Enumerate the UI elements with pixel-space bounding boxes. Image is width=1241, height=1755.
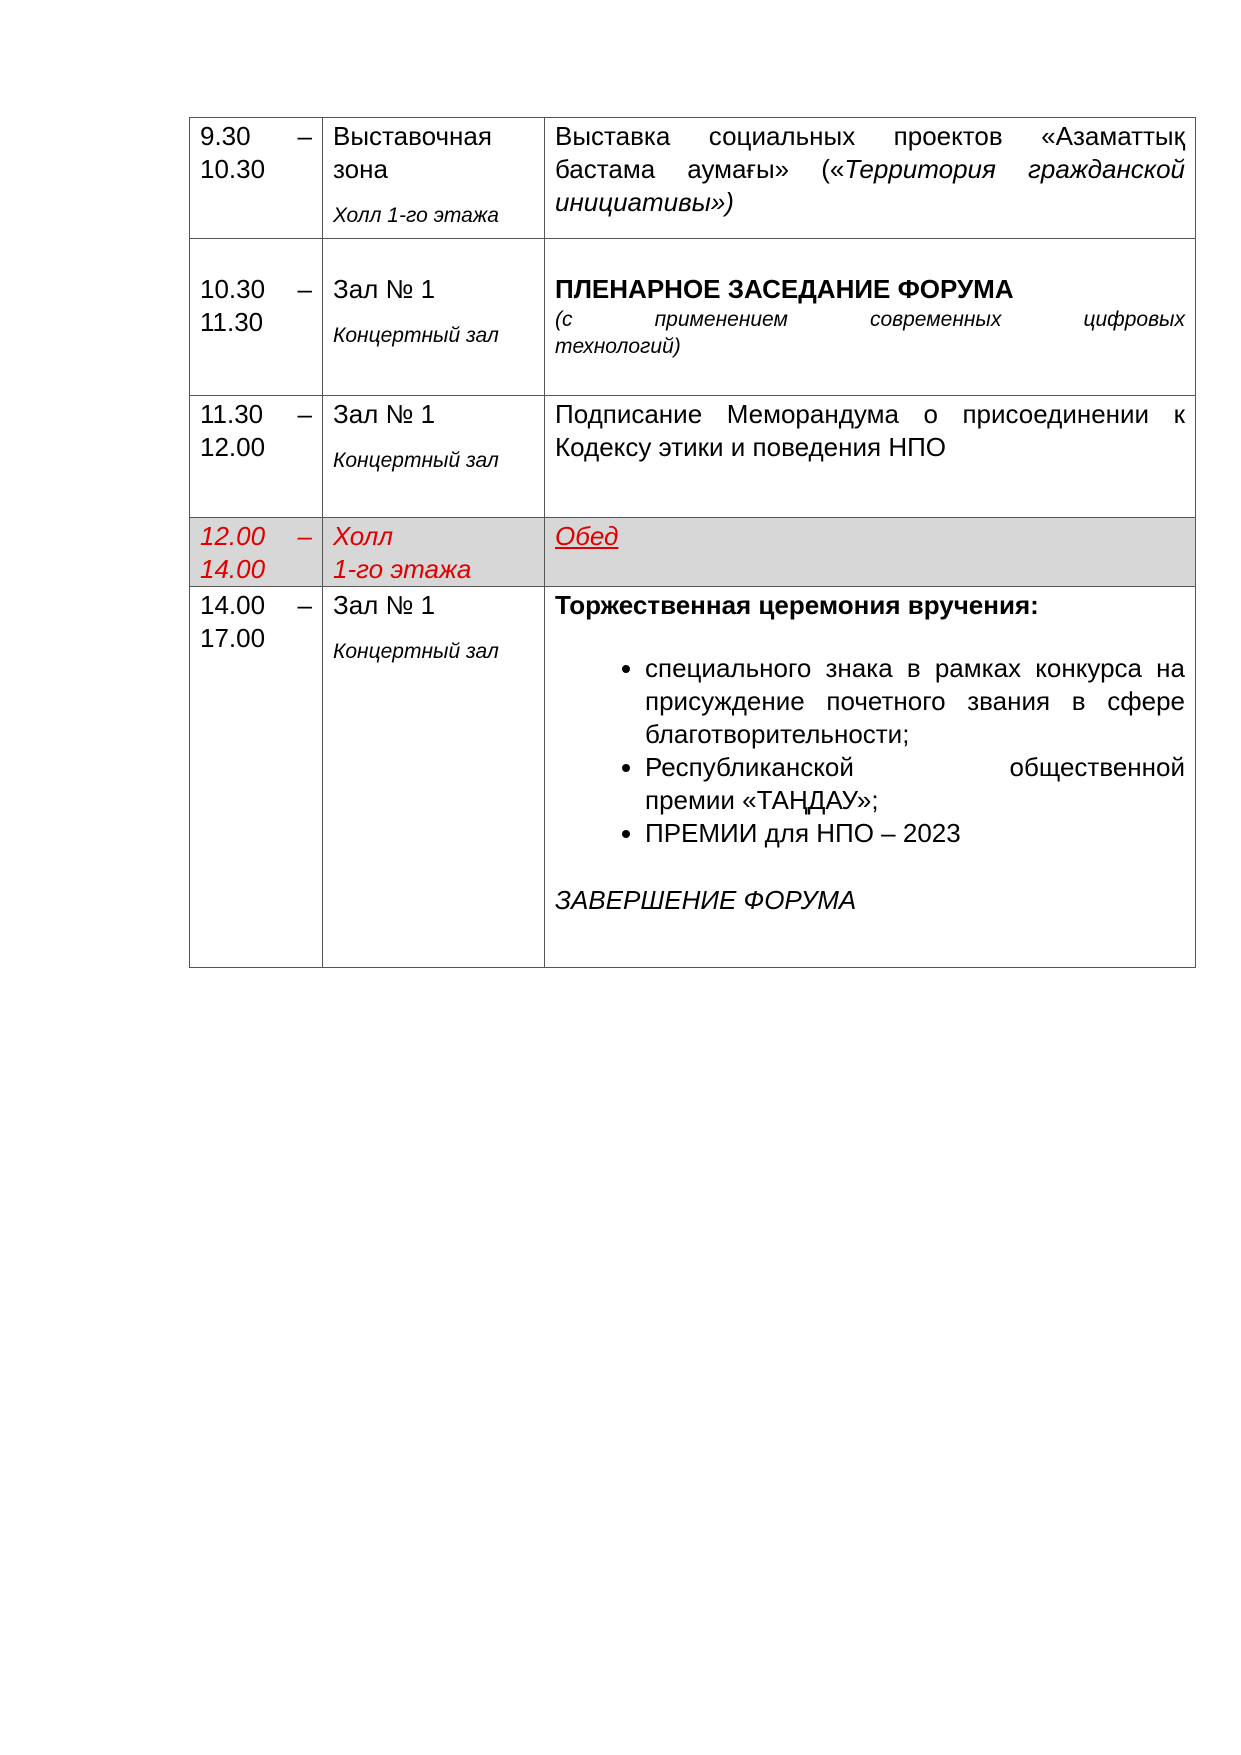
venue-cell xyxy=(323,518,545,587)
agenda-row xyxy=(190,396,1196,518)
venue-subtitle: Концертный зал xyxy=(333,640,499,663)
agenda-row xyxy=(190,118,1196,239)
venue-cell xyxy=(323,239,545,396)
time-start: 12.00 xyxy=(200,521,266,551)
venue-subtitle: Холл 1-го этажа xyxy=(333,204,499,227)
award-item xyxy=(645,817,1185,850)
time-cell xyxy=(190,118,323,239)
time-cell xyxy=(190,239,323,396)
event-cell xyxy=(545,118,1196,239)
time-end: 10.30 xyxy=(200,154,266,184)
event-cell xyxy=(545,239,1196,396)
time-dash: – xyxy=(297,521,312,551)
event-text: Выставка социальных проектов «Азаматтық бастама аумағы» (« xyxy=(555,121,1185,184)
forum-agenda-table xyxy=(189,117,1196,968)
event-note-line1: (с применением современных цифровых xyxy=(555,308,1185,331)
event-title: ПЛЕНАРНОЕ ЗАСЕДАНИЕ ФОРУМА xyxy=(555,274,1014,304)
time-dash: – xyxy=(297,121,312,151)
venue-subtitle: Концертный зал xyxy=(333,324,499,347)
time-cell xyxy=(190,396,323,518)
awards-list xyxy=(555,652,1185,850)
time-end: 11.30 xyxy=(200,307,264,337)
award-item xyxy=(645,751,1185,817)
venue-name: Зал № 1 xyxy=(333,399,436,429)
time-end: 14.00 xyxy=(200,554,266,584)
award-text: специального знака в рамках конкурса на присуждение почетного звания в сфере благотворительности; xyxy=(645,653,1185,749)
time-dash: – xyxy=(297,399,312,429)
venue-subtitle: Концертный зал xyxy=(333,449,499,472)
time-start: 9.30 xyxy=(200,121,251,151)
time-start: 11.30 xyxy=(200,399,264,429)
time-cell xyxy=(190,587,323,968)
time-end: 17.00 xyxy=(200,623,266,653)
award-text: • Республиканской общественной xyxy=(645,752,1185,782)
venue-name-line2: 1-го этажа xyxy=(333,554,472,584)
agenda-row xyxy=(190,587,1196,968)
venue-name: Выставочная зона xyxy=(333,121,492,184)
event-cell xyxy=(545,587,1196,968)
venue-name: Холл xyxy=(333,521,393,551)
time-dash: – xyxy=(297,590,312,620)
event-description: Подписание Меморандума о присоединении к Кодексу этики и поведения НПО xyxy=(555,399,1185,462)
award-text-line2: премии «ТАҢДАУ»; xyxy=(645,785,879,815)
event-title: Обед xyxy=(555,521,619,551)
agenda-row xyxy=(190,239,1196,396)
event-cell xyxy=(545,518,1196,587)
event-text-italic: Территория гражданской инициативы») xyxy=(555,154,1185,217)
award-text: ПРЕМИИ для НПО – 2023 xyxy=(645,818,961,848)
agenda-row-lunch xyxy=(190,518,1196,587)
venue-cell xyxy=(323,118,545,239)
award-item xyxy=(645,652,1185,751)
time-end: 12.00 xyxy=(200,432,266,462)
venue-cell xyxy=(323,396,545,518)
event-title: Торжественная церемония вручения: xyxy=(555,590,1039,620)
time-dash: – xyxy=(297,274,312,304)
venue-name: Зал № 1 xyxy=(333,274,436,304)
time-cell xyxy=(190,518,323,587)
time-start: 10.30 xyxy=(200,274,266,304)
event-description xyxy=(555,120,1185,219)
closing-text: ЗАВЕРШЕНИЕ ФОРУМА xyxy=(555,885,857,915)
time-start: 14.00 xyxy=(200,590,266,620)
venue-name: Зал № 1 xyxy=(333,590,436,620)
event-cell xyxy=(545,396,1196,518)
venue-cell xyxy=(323,587,545,968)
event-note-line2: технологий) xyxy=(555,335,681,358)
